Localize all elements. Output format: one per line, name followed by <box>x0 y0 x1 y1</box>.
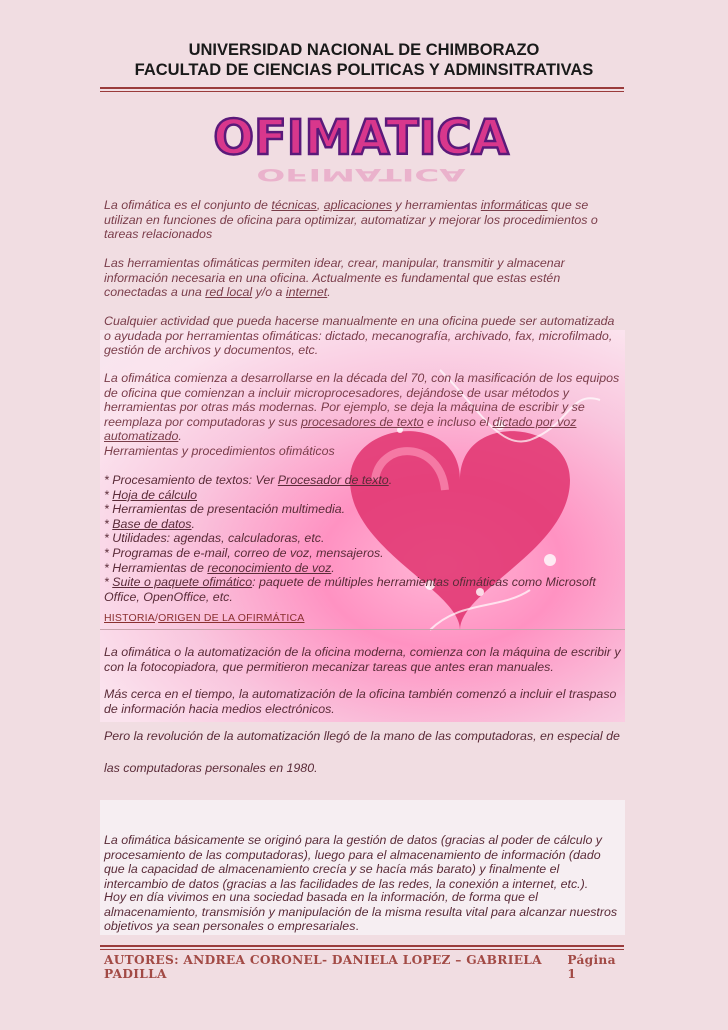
paragraph-intro: La ofimática es el conjunto de técnicas, aplicaciones y herramientas informáticas que se utilizan en funciones de oficina para optimizar, automatizar y mejorar los procedimientos o tareas relacionados <box>104 198 598 242</box>
list-item: * Procesamiento de textos: Ver Procesador de texto. <box>104 473 393 487</box>
page-number: Página 1 <box>567 953 616 981</box>
link-informaticas[interactable]: informáticas <box>480 198 548 212</box>
link-procesadores-texto[interactable]: procesadores de texto <box>300 414 424 429</box>
paragraph-herramientas: Las herramientas ofimáticas permiten idear, crear, manipular, transmitir y almacenar información necesaria en una oficina. Actualmente es fundamental que estas estén conectadas a una red local y/o a internet. <box>104 256 565 300</box>
logo-reflection: OFIMATICA <box>256 164 466 185</box>
section-title-historia[interactable]: HISTORIA/ORIGEN DE LA OFIRMÁTICA <box>104 612 305 624</box>
list-item-link[interactable]: Hoja de cálculo <box>112 487 197 502</box>
list-item: * Base de datos. <box>104 516 195 531</box>
paragraph-traspaso: Más cerca en el tiempo, la automatización de la oficina también comenzó a incluir el traspaso de información hacia medios electrónicos. <box>104 687 617 716</box>
list-item: * Programas de e-mail, correo de voz, mensajeros. <box>104 545 384 560</box>
faculty-name: FACULTAD DE CIENCIAS POLITICAS Y ADMINSITRATIVAS <box>134 61 594 79</box>
paragraph-sociedad: Hoy en día vivimos en una sociedad basada en la información, de forma que el almacenamiento, transmisión y manipulación de la misma resulta vital para alcanzar nuestros objetivos ya sean personales o empresariales. <box>104 890 618 934</box>
list-item: * Utilidades: agendas, calculadoras, etc. <box>104 531 325 546</box>
paragraph-revolucion-1: Pero la revolución de la automatización llegó de la mano de las computadoras, en especial de <box>104 729 620 743</box>
link-internet[interactable]: internet <box>285 285 328 300</box>
university-name: UNIVERSIDAD NACIONAL DE CHIMBORAZO <box>188 41 540 59</box>
footer-authors: AUTORES: ANDREA CORONEL- DANIELA LOPEZ – GABRIELA PADILLA <box>104 953 542 981</box>
footer-rule <box>100 945 624 947</box>
link-aplicaciones[interactable]: aplicaciones <box>323 198 392 212</box>
paragraph-historia-70: La ofimática comienza a desarrollarse en la década del 70, con la masificación de los equipos de oficina que comienzan a incluir microprocesadores, dejándose de usar métodos y herramientas por otras más modernas. Por ejemplo, se deja la máquina de escribir y se reemplaza por computadoras y sus procesadores de texto e incluso el dictado por voz automatizado. Herramientas y procedimientos ofimáticos <box>104 371 620 458</box>
paragraph-revolucion-2: las computadoras personales en 1980. <box>104 761 318 775</box>
section-title-rule <box>100 629 625 630</box>
link-red-local[interactable]: red local <box>205 285 253 300</box>
list-item: * Hoja de cálculo <box>104 487 197 502</box>
ofimatica-logo <box>213 102 509 192</box>
list-item: * Suite o paquete ofimático: paquete de múltiples herramientas ofimáticas como Microsoft Office, OpenOffice, etc. <box>104 575 596 604</box>
footer-rule-thin <box>100 949 624 950</box>
paragraph-gestion-datos: La ofimática básicamente se originó para la gestión de datos (gracias al poder de cálculo y procesamiento de las computadoras), luego para el almacenamiento de información (dado que la capacidad de almacenamiento crecía y se hacía más barato) y finalmente el intercambio de datos (gracias a las facilidades de las redes, la conexión a internet, etc.). <box>104 833 602 891</box>
document-footer <box>104 953 624 981</box>
logo-text: OFIMATICA <box>213 110 509 166</box>
tools-list <box>104 473 624 604</box>
list-item-link[interactable]: reconocimiento de voz <box>207 560 332 575</box>
list-item: * Herramientas de presentación multimedia. <box>104 502 346 517</box>
paragraph-actividad: Cualquier actividad que pueda hacerse manualmente en una oficina puede ser automatizada o ayudada por herramientas ofimáticas: dictado, mecanografía, archivado, fax, microfilmado, gestión de archivos y documentos, etc. <box>104 314 615 358</box>
header-rule <box>100 87 624 89</box>
list-item: * Herramientas de reconocimiento de voz. <box>104 560 335 575</box>
paragraph-maquina: La ofimática o la automatización de la oficina moderna, comienza con la máquina de escribir y con la fotocopiadora, que permitieron mecanizar tareas que antes eran manuales. <box>104 645 621 674</box>
link-dictado-voz[interactable]: dictado por voz automatizado <box>104 414 577 444</box>
list-item-link[interactable]: Procesador de texto <box>277 473 389 487</box>
subheading-herramientas: Herramientas y procedimientos ofimáticos <box>104 443 335 458</box>
list-item-link[interactable]: Base de datos <box>112 516 192 531</box>
link-tecnicas[interactable]: técnicas <box>271 198 317 212</box>
document-header <box>0 40 728 80</box>
header-rule-thin <box>100 91 624 92</box>
list-item-link[interactable]: Suite o paquete ofimático <box>112 575 253 590</box>
